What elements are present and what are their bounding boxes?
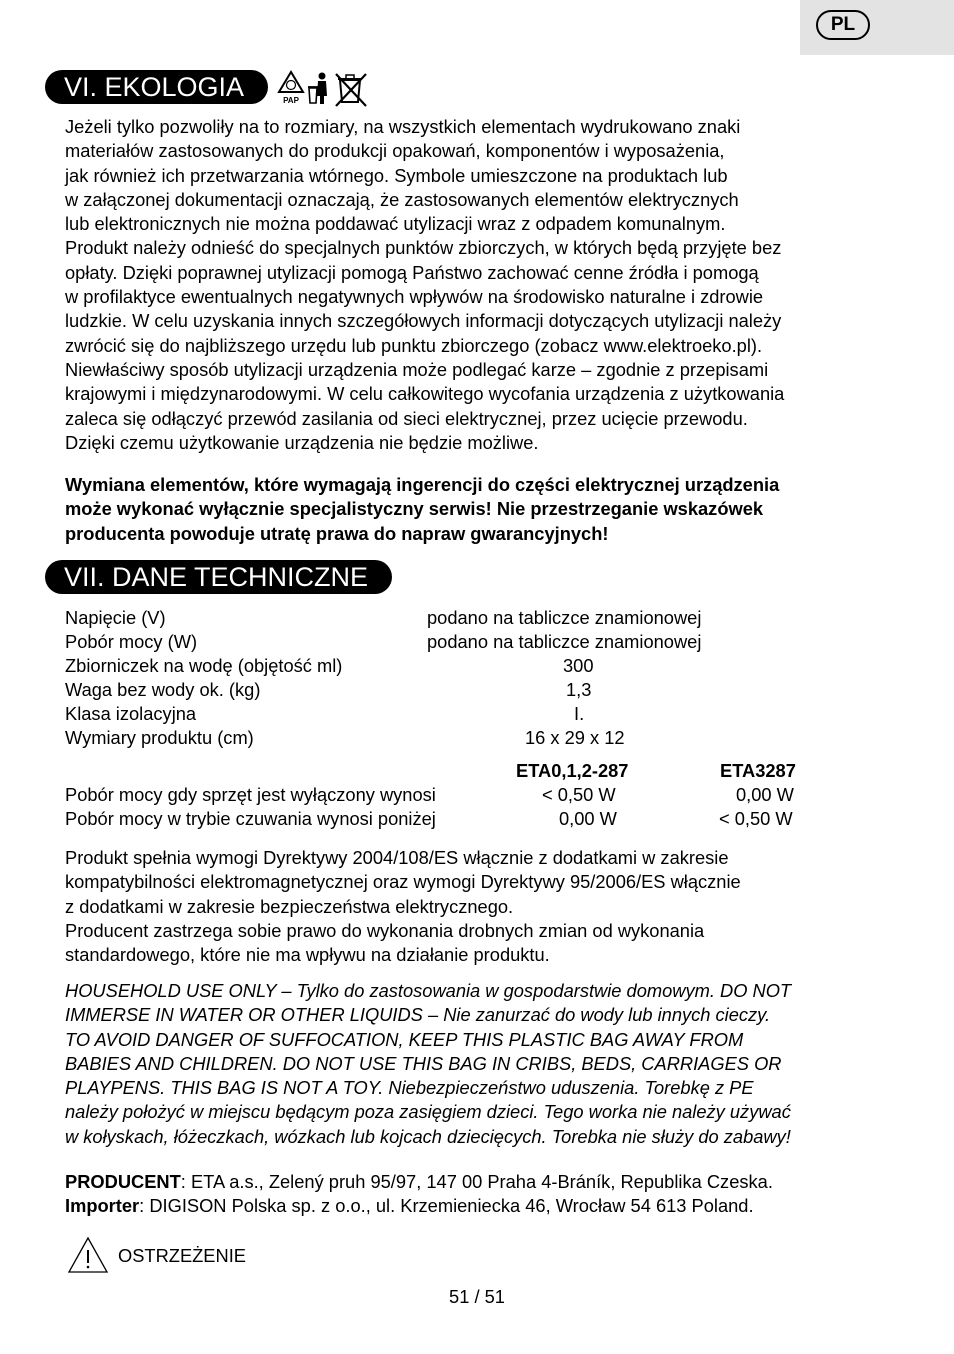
producer-info	[65, 1170, 773, 1219]
text-line: producenta powoduje utratę prawa do napraw gwarancyjnych!	[65, 522, 609, 544]
spec-value: 16 x 29 x 12	[525, 727, 625, 748]
text-line: Wymiana elementów, które wymagają ingerencji do części elektrycznej urządzenia	[65, 474, 780, 495]
text-line: w załączonej dokumentacji oznaczają, że zastosowanych elementów elektrycznych	[65, 188, 739, 210]
text-line: BABIES AND CHILDREN. DO NOT USE THIS BAG IN CRIBS, BEDS, CARRIAGES OR	[65, 1052, 782, 1074]
spec-label: Waga bez wody ok. (kg)	[65, 679, 261, 700]
power-row	[65, 807, 865, 831]
text-line: opłaty. Dzięki poprawnej utylizacji pomogą Państwo zachować cenne źródła i pomogą	[65, 261, 759, 283]
spec-label: Zbiorniczek na wodę (objętość ml)	[65, 655, 343, 676]
spec-value: podano na tabliczce znamionowej	[427, 631, 702, 652]
text-line: Jeżeli tylko pozwoliły na to rozmiary, na wszystkich elementach wydrukowano znaki	[65, 116, 741, 137]
model-header-row	[65, 759, 865, 783]
power-row	[65, 783, 865, 807]
recycling-icons	[276, 70, 372, 108]
section-title-ecology: VI. EKOLOGIA	[45, 70, 268, 104]
spec-label: Klasa izolacyjna	[65, 703, 197, 724]
power-value: 0,00 W	[559, 808, 617, 829]
text-line: IMMERSE IN WATER OR OTHER LIQUIDS – Nie zanurzać do wody lub innych cieczy.	[65, 1004, 771, 1026]
ecology-paragraph	[65, 115, 784, 455]
warning-label: OSTRZEŻENIE	[118, 1245, 246, 1266]
importer-line	[65, 1194, 773, 1218]
spec-label: Napięcie (V)	[65, 607, 166, 628]
household-warning	[65, 979, 791, 1149]
spec-label: Pobór mocy (W)	[65, 631, 198, 652]
text-line: może wykonać wyłącznie specjalistyczny serwis! Nie przestrzeganie wskazówek	[65, 498, 764, 520]
page-number: 51 / 51	[449, 1286, 505, 1307]
producer-label: PRODUCENT	[65, 1171, 181, 1192]
text-line: HOUSEHOLD USE ONLY – Tylko do zastosowania w gospodarstwie domowym. DO NOT	[65, 980, 792, 1001]
warning-triangle-icon	[67, 1236, 109, 1274]
producer-text: : ETA a.s., Zelený pruh 95/97, 147 00 Praha 4-Bráník, Republika Czeska.	[180, 1171, 773, 1192]
power-value: 0,00 W	[736, 784, 794, 805]
section-title-tech: VII. DANE TECHNICZNE	[45, 560, 392, 594]
spec-row	[65, 630, 865, 654]
model-name: ETA0,1,2-287	[516, 760, 629, 781]
text-line: z dodatkami w zakresie bezpieczeństwa elektrycznego.	[65, 895, 514, 917]
spec-row	[65, 678, 865, 702]
service-warning	[65, 473, 779, 546]
text-line: w kołyskach, łóżeczkach, wózkach lub kojcach dziecięcych. Torebka nie służy do zabawy!	[65, 1125, 791, 1147]
text-line: materiałów zastosowanych do produkcji opakowań, komponentów i wyposażenia,	[65, 140, 725, 162]
power-value: < 0,50 W	[542, 784, 616, 805]
spec-value: 300	[563, 655, 594, 676]
text-line: Produkt należy odnieść do specjalnych punktów zbiorczych, w których będą przyjęte bez	[65, 237, 782, 259]
text-line: lub elektronicznych nie można poddawać utylizacji wraz z odpadem komunalnym.	[65, 213, 726, 235]
spec-row	[65, 702, 865, 726]
importer-text: : DIGISON Polska sp. z o.o., ul. Krzemieniecka 46, Wrocław 54 613 Poland.	[139, 1195, 754, 1217]
spec-value: 1,3	[566, 679, 592, 700]
tidyman-icon	[308, 73, 327, 105]
spec-value: podano na tabliczce znamionowej	[427, 607, 702, 628]
power-label: Pobór mocy w trybie czuwania wynosi poniżej	[65, 808, 436, 829]
text-line: Produkt spełnia wymogi Dyrektywy 2004/108/ES włącznie z dodatkami w zakresie	[65, 847, 729, 868]
spec-label: Wymiary produktu (cm)	[65, 727, 254, 748]
text-line: krajowymi i międzynarodowymi. W celu całkowitego wycofania urządzenia z użytkowania	[65, 383, 785, 405]
text-line: TO AVOID DANGER OF SUFFOCATION, KEEP THIS PLASTIC BAG AWAY FROM	[65, 1028, 744, 1050]
text-line: Producent zastrzega sobie prawo do wykonania drobnych zmian od wykonania	[65, 919, 705, 941]
language-badge: PL	[816, 10, 870, 40]
text-line: jak również ich przetwarzania wtórnego. Symbole umieszczone na produktach lub	[65, 164, 728, 186]
spec-value: I.	[574, 703, 585, 724]
spec-row	[65, 606, 865, 630]
text-line: zaleca się odłączyć przewód zasilania od sieci elektrycznej, przez ucięcie przewodu.	[65, 407, 748, 429]
text-line: należy położyć w miejscu będącym poza zasięgiem dzieci. Tego worka nie należy używać	[65, 1101, 791, 1123]
text-line: w profilaktyce ewentualnych negatywnych wpływów na środowisko naturalne i zdrowie	[65, 286, 764, 308]
text-line: Niewłaściwy sposób utylizacji urządzenia może podlegać karze – zgodnie z przepisami	[65, 358, 769, 380]
power-value: < 0,50 W	[719, 808, 793, 829]
model-name: ETA3287	[720, 760, 796, 781]
text-line: ludzkie. W celu uzyskania innych szczegółowych informacji dotyczących utylizacji należy	[65, 310, 782, 332]
text-line: kompatybilności elektromagnetycznej oraz wymogi Dyrektywy 95/2006/ES włącznie	[65, 871, 741, 893]
weee-crossed-bin-icon	[336, 74, 366, 106]
text-line: PLAYPENS. THIS BAG IS NOT A TOY. Niebezpieczeństwo uduszenia. Torebkę z PE	[65, 1077, 754, 1099]
spec-row	[65, 726, 865, 750]
recycle-icon	[279, 72, 303, 105]
producer-line	[65, 1170, 773, 1194]
power-label: Pobór mocy gdy sprzęt jest wyłączony wynosi	[65, 784, 436, 805]
importer-label: Importer	[65, 1195, 140, 1217]
pap-label: PAP	[283, 96, 299, 105]
spec-row	[65, 654, 865, 678]
text-line: zwrócić się do najbliższego urzędu lub punktu zbiorczego (zobacz www.elektroeko.pl).	[65, 334, 763, 356]
language-tab	[800, 0, 954, 55]
text-line: Dzięki czemu użytkowanie urządzenia nie będzie możliwe.	[65, 431, 539, 453]
compliance-paragraph	[65, 846, 741, 967]
text-line: standardowego, które nie ma wpływu na działanie produktu.	[65, 944, 550, 966]
